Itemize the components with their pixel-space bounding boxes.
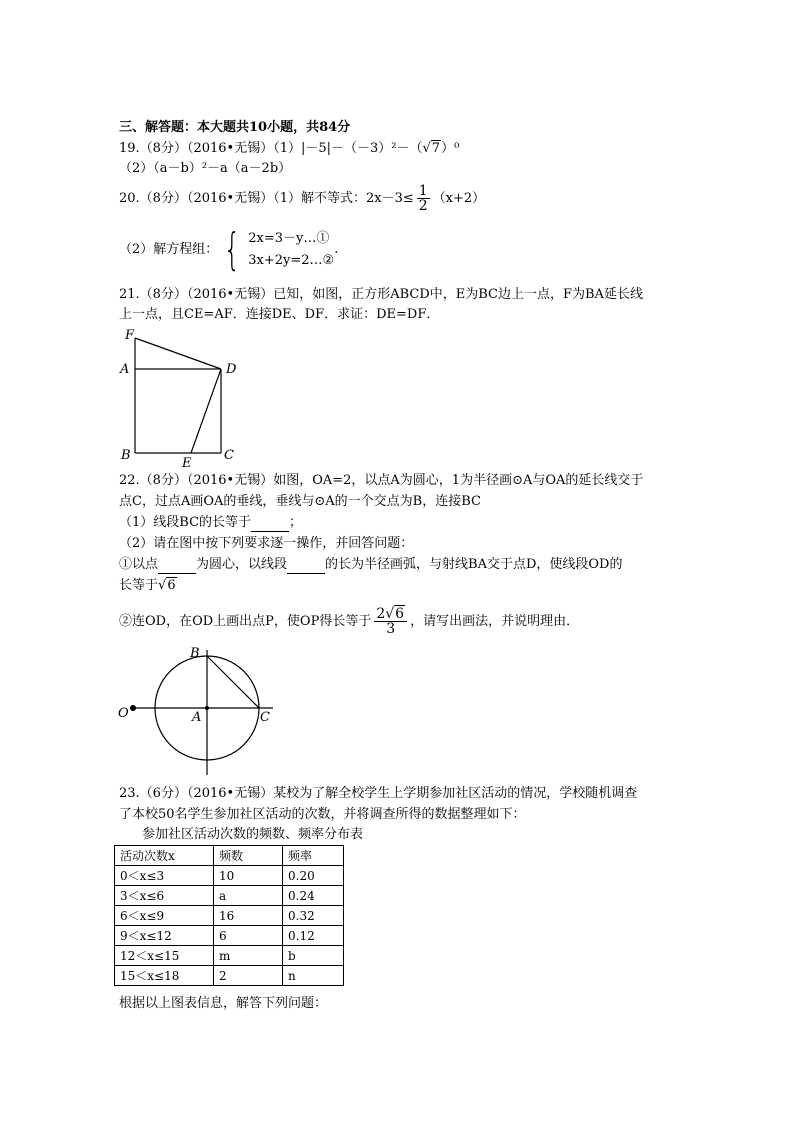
table-row: [115, 926, 344, 946]
q20-line1-suffix: （x+2）: [432, 191, 486, 206]
table-row: [115, 906, 344, 926]
q22-frac-numerator: [374, 607, 407, 622]
table-cell: 16: [214, 906, 283, 926]
label-D: D: [226, 362, 237, 377]
q22-line1: 22.（8分）（2016•无锡）如图，OA=2，以点A为圆心，1为半径画⊙A与OA的延长线交于: [119, 473, 644, 488]
q20-line2: [119, 224, 339, 275]
table-row: [115, 886, 344, 906]
table-cell: b: [283, 946, 344, 966]
table-cell: 6: [214, 926, 283, 946]
q19-line1-prefix: 19.（8分）（2016•无锡）（1）|－5|－（－3）²－（: [119, 141, 423, 156]
label-B: B: [190, 646, 200, 661]
table-cell: 0.20: [283, 866, 344, 886]
q20-eq1: 2x=3－y…①: [248, 231, 330, 246]
q20-equation-system: [248, 228, 334, 272]
q20-line1-prefix: 20.（8分）（2016•无锡）（1）解不等式：2x－3≤: [119, 191, 414, 206]
q21-line1: 21.（8分）（2016•无锡）已知，如图，正方形ABCD中，E为BC边上一点，F为BA延长线: [119, 287, 643, 302]
point-O: [130, 705, 136, 711]
q22-frac-coef: 2: [376, 606, 386, 622]
q22-line6-prefix: 长等于: [119, 578, 159, 593]
left-brace-icon: {: [223, 224, 241, 275]
q20-line1: [119, 184, 485, 213]
q22-line5: [119, 557, 622, 574]
table-cell: m: [214, 946, 283, 966]
q22-line3: [119, 515, 302, 532]
q20-frac-numerator: 1: [418, 183, 428, 199]
table-header-row: [115, 846, 344, 866]
sqrt-symbol: √6: [385, 606, 405, 622]
segment-BC: [207, 656, 259, 708]
point-A: [205, 706, 209, 710]
q22-line6: [119, 578, 177, 594]
table-row: [115, 966, 344, 986]
q22-line3-suffix: ；: [289, 515, 303, 530]
table-title: 参加社区活动次数的频数、频率分布表: [142, 827, 364, 842]
label-E: E: [182, 456, 192, 470]
label-C: C: [260, 710, 270, 725]
q20-line2-suffix: .: [334, 242, 339, 257]
answer-blank: [251, 515, 289, 532]
label-A: A: [192, 710, 202, 725]
table-row: [115, 866, 344, 886]
q22-line7-suffix: ，请写出画法，并说明理由．: [410, 614, 580, 629]
q22-circle-figure: [110, 640, 290, 780]
table-cell: 15＜x≤18: [115, 966, 214, 986]
q19-sqrt-radicand: 7: [431, 141, 441, 156]
q22-line5-a: ①以点: [119, 557, 159, 572]
table-cell: 0.24: [283, 886, 344, 906]
table-cell: 12＜x≤15: [115, 946, 214, 966]
q19-line2: （2）（a－b）²－a（a－2b）: [119, 161, 292, 176]
answer-blank: [287, 557, 325, 574]
label-C: C: [224, 448, 234, 463]
table-cell: 0.32: [283, 906, 344, 926]
label-O: O: [118, 706, 129, 721]
table-row: [115, 946, 344, 966]
section-heading: 三、解答题：本大题共10小题，共84分: [119, 120, 351, 135]
q22-line5-c: 的长为半径画弧，与射线BA交于点D，使线段OD的: [325, 557, 623, 572]
table-cell: 3＜x≤6: [115, 886, 214, 906]
q20-frac-denominator: 2: [418, 198, 428, 214]
segment-DE: [191, 369, 221, 453]
sqrt-symbol: √6: [158, 578, 176, 593]
after-table-text: 根据以上图表信息，解答下列问题：: [119, 996, 328, 1011]
table-cell: 2: [214, 966, 283, 986]
q20-fraction: [417, 184, 430, 213]
q22-line7-prefix: ②连OD，在OD上画出点P，使OP得长等于: [119, 614, 372, 629]
q23-line1: 23.（6分）（2016•无锡）某校为了解全校学生上学期参加社区活动的情况，学校随机调查: [119, 786, 638, 801]
q22-line2: 点C，过点A画OA的垂线，垂线与⊙A的一个交点为B，连接BC: [119, 494, 481, 509]
table-cell: 6＜x≤9: [115, 906, 214, 926]
table-cell: 0＜x≤3: [115, 866, 214, 886]
q19-line1-suffix: ）⁰: [441, 141, 460, 156]
label-F: F: [125, 328, 135, 343]
q22-line5-b: 为圆心，以线段: [196, 557, 288, 572]
q21-square-figure: [110, 325, 250, 470]
q22-line7: [119, 607, 579, 636]
table-header-cell: 频数: [214, 846, 283, 866]
q19-line1: [119, 141, 459, 157]
table-header-cell: 活动次数x: [115, 846, 214, 866]
q22-line3-text: （1）线段BC的长等于: [119, 515, 252, 530]
table-cell: 0.12: [283, 926, 344, 946]
q21-line2: 上一点，且CE=AF．连接DE、DF．求证：DE=DF．: [119, 307, 440, 322]
q22-fraction: [374, 607, 407, 636]
sqrt-symbol: √7: [422, 141, 441, 156]
segment-FD: [135, 338, 221, 369]
q22-frac-radicand: 6: [395, 606, 405, 622]
table-cell: a: [214, 886, 283, 906]
q20-eq2: 3x+2y=2…②: [248, 253, 335, 268]
answer-blank: [158, 557, 196, 574]
q20-line2-prefix: （2）解方程组：: [119, 242, 219, 257]
q22-line4: （2）请在图中按下列要求逐一操作，并回答问题：: [119, 536, 414, 551]
label-B: B: [121, 448, 131, 463]
q22-sqrt-radicand: 6: [167, 578, 176, 593]
label-A: A: [120, 362, 130, 377]
table-cell: 10: [214, 866, 283, 886]
frequency-table: [114, 845, 344, 986]
table-cell: n: [283, 966, 344, 986]
table-header-cell: 频率: [283, 846, 344, 866]
q23-line2: 了本校50名学生参加社区活动的次数，并将调查所得的数据整理如下：: [119, 807, 526, 822]
table-cell: 9＜x≤12: [115, 926, 214, 946]
q22-frac-denominator: 3: [386, 621, 396, 637]
